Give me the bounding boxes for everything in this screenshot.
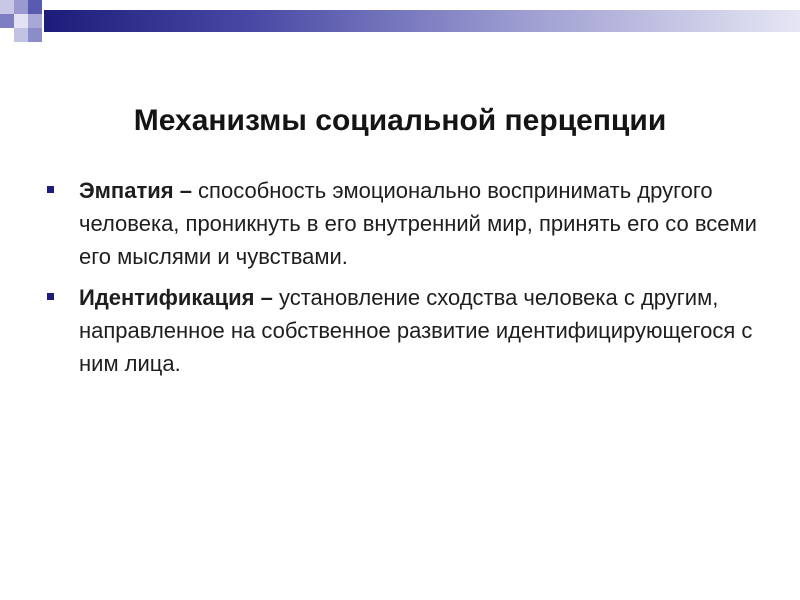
bullet-term: Эмпатия – (79, 178, 192, 203)
bullet-text (79, 174, 765, 273)
slide-title: Механизмы социальной перцепции (133, 104, 667, 138)
bullet-definition: установление сходства человека с другим, направленное на собственное развитие идентифицирующегося с ним лица. (79, 285, 753, 376)
square-bullet-icon (47, 293, 54, 300)
square-bullet-icon (47, 186, 54, 193)
bullet-item-identification (45, 281, 765, 380)
bullet-term: Идентификация – (79, 285, 273, 310)
bullet-definition: способность эмоционально воспринимать другого человека, проникнуть в его внутренний мир, принять его со всеми его мыслями и чувствами. (79, 178, 757, 269)
bullet-item-empathy (45, 174, 765, 273)
bullet-text (79, 281, 765, 380)
header-gradient-bar (44, 10, 800, 32)
bullet-list (45, 174, 765, 388)
